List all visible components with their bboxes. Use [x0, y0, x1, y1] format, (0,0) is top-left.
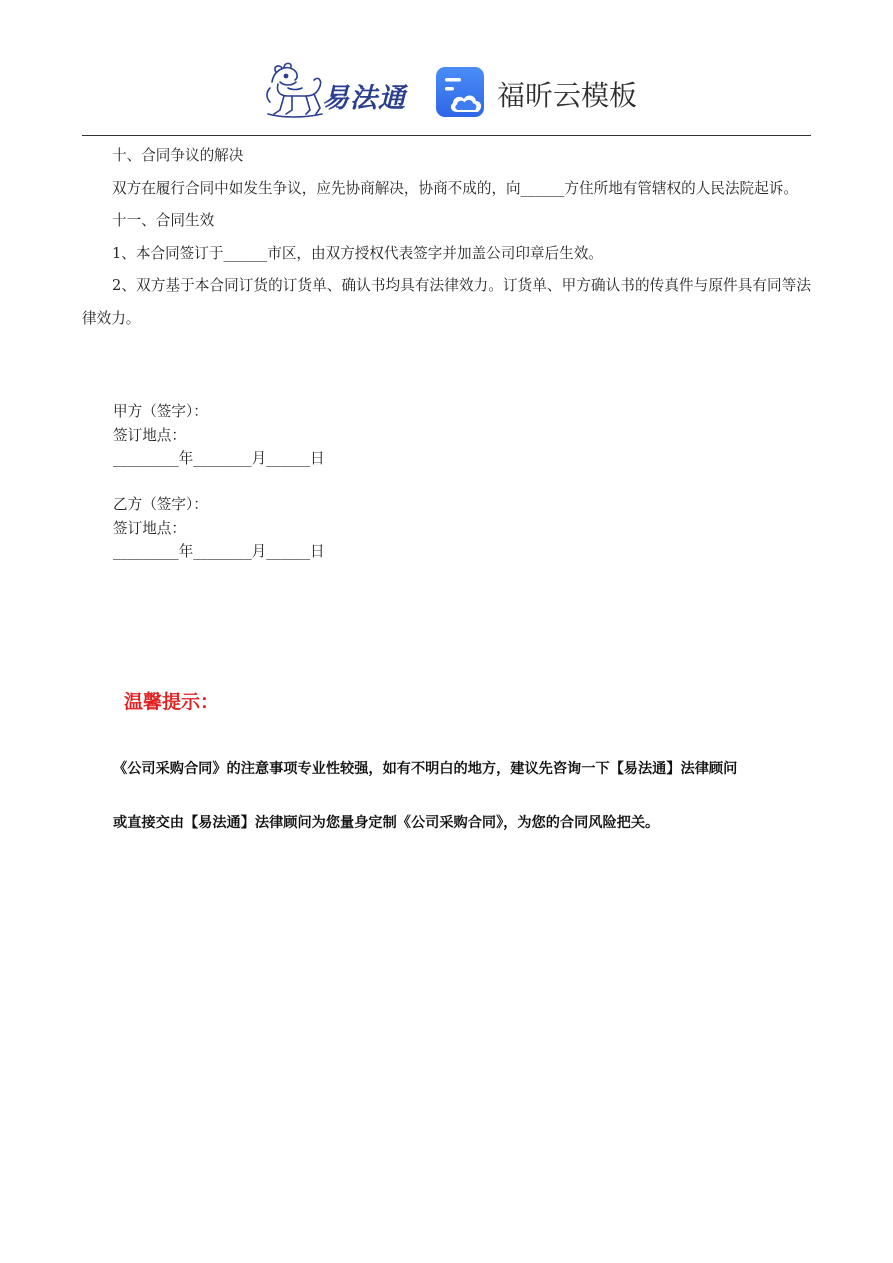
- paragraph-effect-2: 2、双方基于本合同订货的订货单、确认书均具有法律效力。订货单、甲方确认书的传真件与原件具有同等法律效力。: [82, 277, 811, 327]
- qilin-mascot-icon: [262, 62, 324, 120]
- section-heading-dispute: 十、合同争议的解决: [112, 147, 244, 164]
- fuxin-template-logo: [435, 66, 645, 118]
- party-a-date-line: _________年________月______日: [113, 450, 325, 467]
- warm-tip-line-2: 或直接交由【易法通】法律顾问为您量身定制《公司采购合同》，为您的合同风险把关。: [113, 815, 660, 831]
- warm-tip-body: [113, 742, 813, 850]
- contract-body: [82, 140, 811, 335]
- page-header: [0, 0, 893, 136]
- header-divider: [82, 135, 811, 136]
- cloud-document-icon: [435, 66, 489, 118]
- yifatong-logo: [262, 62, 414, 120]
- party-a-sign-label: 甲方（签字）：: [113, 403, 208, 420]
- paragraph-effect-1: 1、本合同签订于______市区，由双方授权代表签字并加盖公司印章后生效。: [112, 244, 603, 262]
- party-b-date-line: _________年________月______日: [113, 543, 325, 560]
- warm-tip-title: 温馨提示：: [124, 691, 220, 713]
- party-b-sign-label: 乙方（签字）：: [113, 496, 208, 513]
- section-heading-effect: 十一、合同生效: [112, 212, 215, 229]
- fuxin-brand-name: 福昕云模板: [497, 79, 638, 112]
- party-a-signature-block: [113, 400, 513, 471]
- party-b-place-label: 签订地点：: [113, 519, 186, 537]
- yifatong-brand-name: 易法通: [322, 83, 406, 114]
- paragraph-dispute: 双方在履行合同中如发生争议，应先协商解决，协商不成的，向______方住所地有管辖权的人民法院起诉。: [112, 179, 798, 197]
- party-b-signature-block: [113, 493, 513, 564]
- warm-tip-line-1: 《公司采购合同》的注意事项专业性较强，如有不明白的地方，建议先咨询一下【易法通】法律顾问: [113, 761, 738, 777]
- party-a-place-label: 签订地点：: [113, 426, 186, 444]
